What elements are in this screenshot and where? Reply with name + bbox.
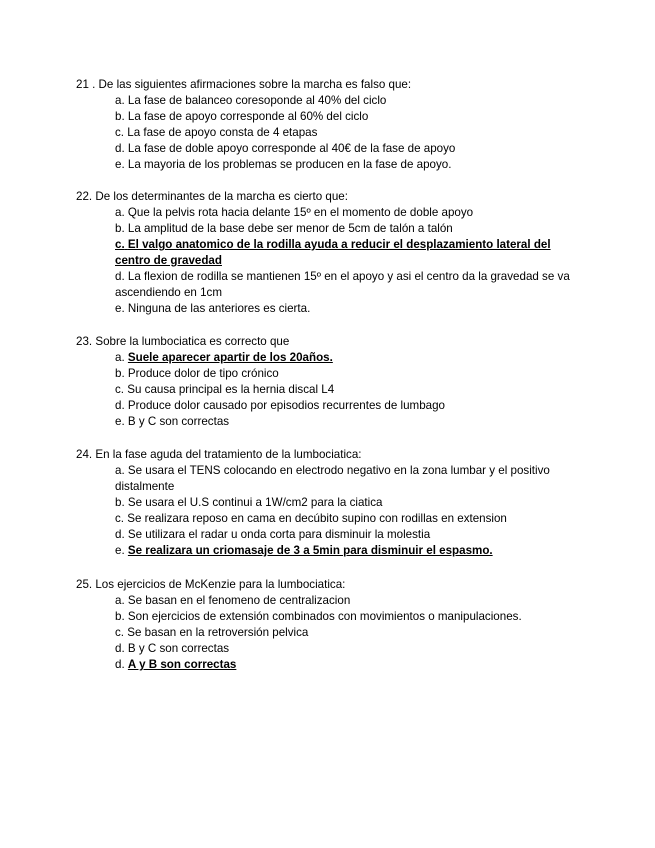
option-text: La flexion de rodilla se mantienen 15º en el apoyo y asi el centro da la gravedad se va ascendiendo en 1cm	[115, 270, 570, 299]
option-letter: d.	[115, 142, 125, 155]
option-item	[115, 301, 585, 317]
question-stem: 24. En la fase aguda del tratamiento de la lumbociatica:	[76, 448, 362, 461]
question-21	[76, 77, 576, 173]
option-letter: d.	[115, 270, 125, 283]
option-letter: a.	[115, 206, 125, 219]
option-letter: b.	[115, 222, 125, 235]
option-letter: b.	[115, 496, 125, 509]
option-list	[76, 93, 585, 173]
option-letter: e.	[115, 415, 125, 428]
option-letter: e.	[115, 302, 125, 315]
question-23	[76, 334, 576, 430]
option-item-correct	[115, 237, 585, 269]
option-text: Se basan en el fenomeno de centralizacion	[127, 594, 351, 607]
question-22	[76, 189, 576, 317]
option-letter: c.	[115, 626, 125, 639]
option-text: Suele aparecer apartir de los 20años.	[127, 351, 333, 364]
option-letter: c.	[115, 238, 125, 251]
option-item-correct	[115, 350, 585, 366]
option-letter: c.	[115, 126, 125, 139]
option-letter: e.	[115, 158, 125, 171]
option-item-correct	[115, 543, 585, 559]
question-24	[76, 447, 576, 559]
option-letter: a.	[115, 351, 125, 364]
option-item	[115, 157, 585, 173]
option-letter: d.	[115, 528, 125, 541]
option-letter: e.	[115, 544, 125, 557]
option-text: B y C son correctas	[127, 415, 230, 428]
option-item	[115, 366, 585, 382]
question-25	[76, 577, 576, 673]
option-item	[115, 221, 585, 237]
option-item-correct	[115, 657, 585, 673]
option-item	[115, 109, 585, 125]
option-letter: b.	[115, 367, 125, 380]
option-text: Se realizara un criomasaje de 3 a 5min para disminuir el espasmo.	[127, 544, 493, 557]
question-stem: 21 . De las siguientes afirmaciones sobre la marcha es falso que:	[76, 78, 412, 91]
option-text: Que la pelvis rota hacia delante 15º en el momento de doble apoyo	[127, 206, 474, 219]
option-list	[76, 205, 585, 317]
option-text: B y C son correctas	[127, 642, 230, 655]
option-text: Su causa principal es la hernia discal L4	[127, 383, 335, 396]
option-item	[115, 382, 585, 398]
option-letter: d.	[115, 642, 125, 655]
option-text: Produce dolor de tipo crónico	[127, 367, 279, 380]
option-item	[115, 205, 585, 221]
option-item	[115, 414, 585, 430]
option-text: Ninguna de las anteriores es cierta.	[127, 302, 311, 315]
option-text: Son ejercicios de extensión combinados con movimientos o manipulaciones.	[127, 610, 522, 623]
option-item	[115, 625, 585, 641]
option-text: Produce dolor causado por episodios recurrentes de lumbago	[127, 399, 445, 412]
option-letter: a.	[115, 464, 125, 477]
option-text: Se utilizara el radar u onda corta para disminuir la molestia	[127, 528, 431, 541]
option-list	[76, 350, 585, 430]
option-item	[115, 495, 585, 511]
option-text: Se realizara reposo en cama en decúbito supino con rodillas en extension	[127, 512, 507, 525]
question-stem: 25. Los ejercicios de McKenzie para la lumbociatica:	[76, 578, 346, 591]
option-text: La fase de balanceo coresoponde al 40% del ciclo	[127, 94, 387, 107]
option-letter: b.	[115, 110, 125, 123]
option-list	[76, 593, 585, 673]
option-text: La fase de apoyo consta de 4 etapas	[127, 126, 318, 139]
option-text: Se usara el TENS colocando en electrodo negativo en la zona lumbar y el positivo distalmente	[115, 464, 550, 493]
option-text: Se basan en la retroversión pelvica	[127, 626, 309, 639]
option-text: La fase de apoyo corresponde al 60% del ciclo	[127, 110, 369, 123]
option-item	[115, 593, 585, 609]
option-letter: c.	[115, 383, 125, 396]
option-item	[115, 527, 585, 543]
option-letter: c.	[115, 512, 125, 525]
option-text: La amplitud de la base debe ser menor de 5cm de talón a talón	[127, 222, 453, 235]
option-letter: a.	[115, 94, 125, 107]
option-item	[115, 463, 585, 495]
option-letter: d.	[115, 399, 125, 412]
option-item	[115, 609, 585, 625]
option-text: Se usara el U.S continui a 1W/cm2 para la ciatica	[127, 496, 383, 509]
question-stem: 22. De los determinantes de la marcha es cierto que:	[76, 190, 348, 203]
option-item	[115, 641, 585, 657]
option-letter: a.	[115, 594, 125, 607]
option-text: La fase de doble apoyo corresponde al 40€ de la fase de apoyo	[127, 142, 456, 155]
option-list	[76, 463, 585, 559]
option-item	[115, 398, 585, 414]
option-item	[115, 269, 585, 301]
option-letter: d.	[115, 658, 125, 671]
question-stem: 23. Sobre la lumbociatica es correcto que	[76, 335, 290, 348]
option-letter: b.	[115, 610, 125, 623]
option-item	[115, 125, 585, 141]
option-item	[115, 141, 585, 157]
option-item	[115, 511, 585, 527]
option-text: El valgo anatomico de la rodilla ayuda a reducir el desplazamiento lateral del centro de gravedad	[115, 238, 551, 267]
option-text: A y B son correctas	[127, 658, 237, 671]
option-text: La mayoria de los problemas se producen en la fase de apoyo.	[127, 158, 452, 171]
option-item	[115, 93, 585, 109]
